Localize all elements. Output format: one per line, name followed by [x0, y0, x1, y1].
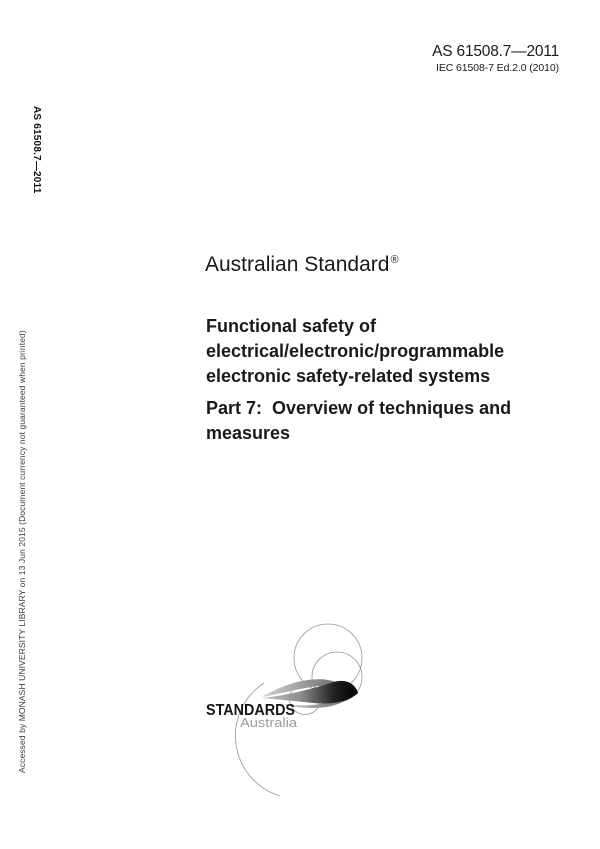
document-part-title [206, 396, 511, 446]
iec-edition-reference: IEC 61508-7 Ed.2.0 (2010) [436, 62, 559, 74]
standard-number: AS 61508.7—2011 [432, 43, 559, 60]
document-title-line: Functional safety of [206, 316, 377, 336]
logo-subtext: Australia [240, 715, 298, 730]
australian-standard-heading [205, 253, 398, 280]
logo-sweep-arc [235, 683, 280, 796]
standard-reference-block [432, 43, 559, 75]
registered-trademark-symbol: ® [390, 254, 399, 266]
standards-australia-logo [200, 612, 370, 812]
document-title [206, 314, 504, 389]
library-access-watermark: Accessed by MONASH UNIVERSITY LIBRARY on 13 Jun 2015 (Document currency not guaranteed when printed) [17, 330, 27, 773]
document-title-line: electrical/electronic/programmable [206, 341, 505, 361]
australian-standard-label: Australian Standard [205, 253, 390, 276]
document-part-title-line: Part 7: Overview of techniques and [206, 398, 512, 418]
document-part-title-line: measures [206, 423, 291, 443]
spine-standard-number: AS 61508.7—2011 [31, 106, 42, 194]
document-title-line: electronic safety-related systems [206, 366, 491, 386]
logo-wordmark: STANDARDS [206, 702, 296, 719]
